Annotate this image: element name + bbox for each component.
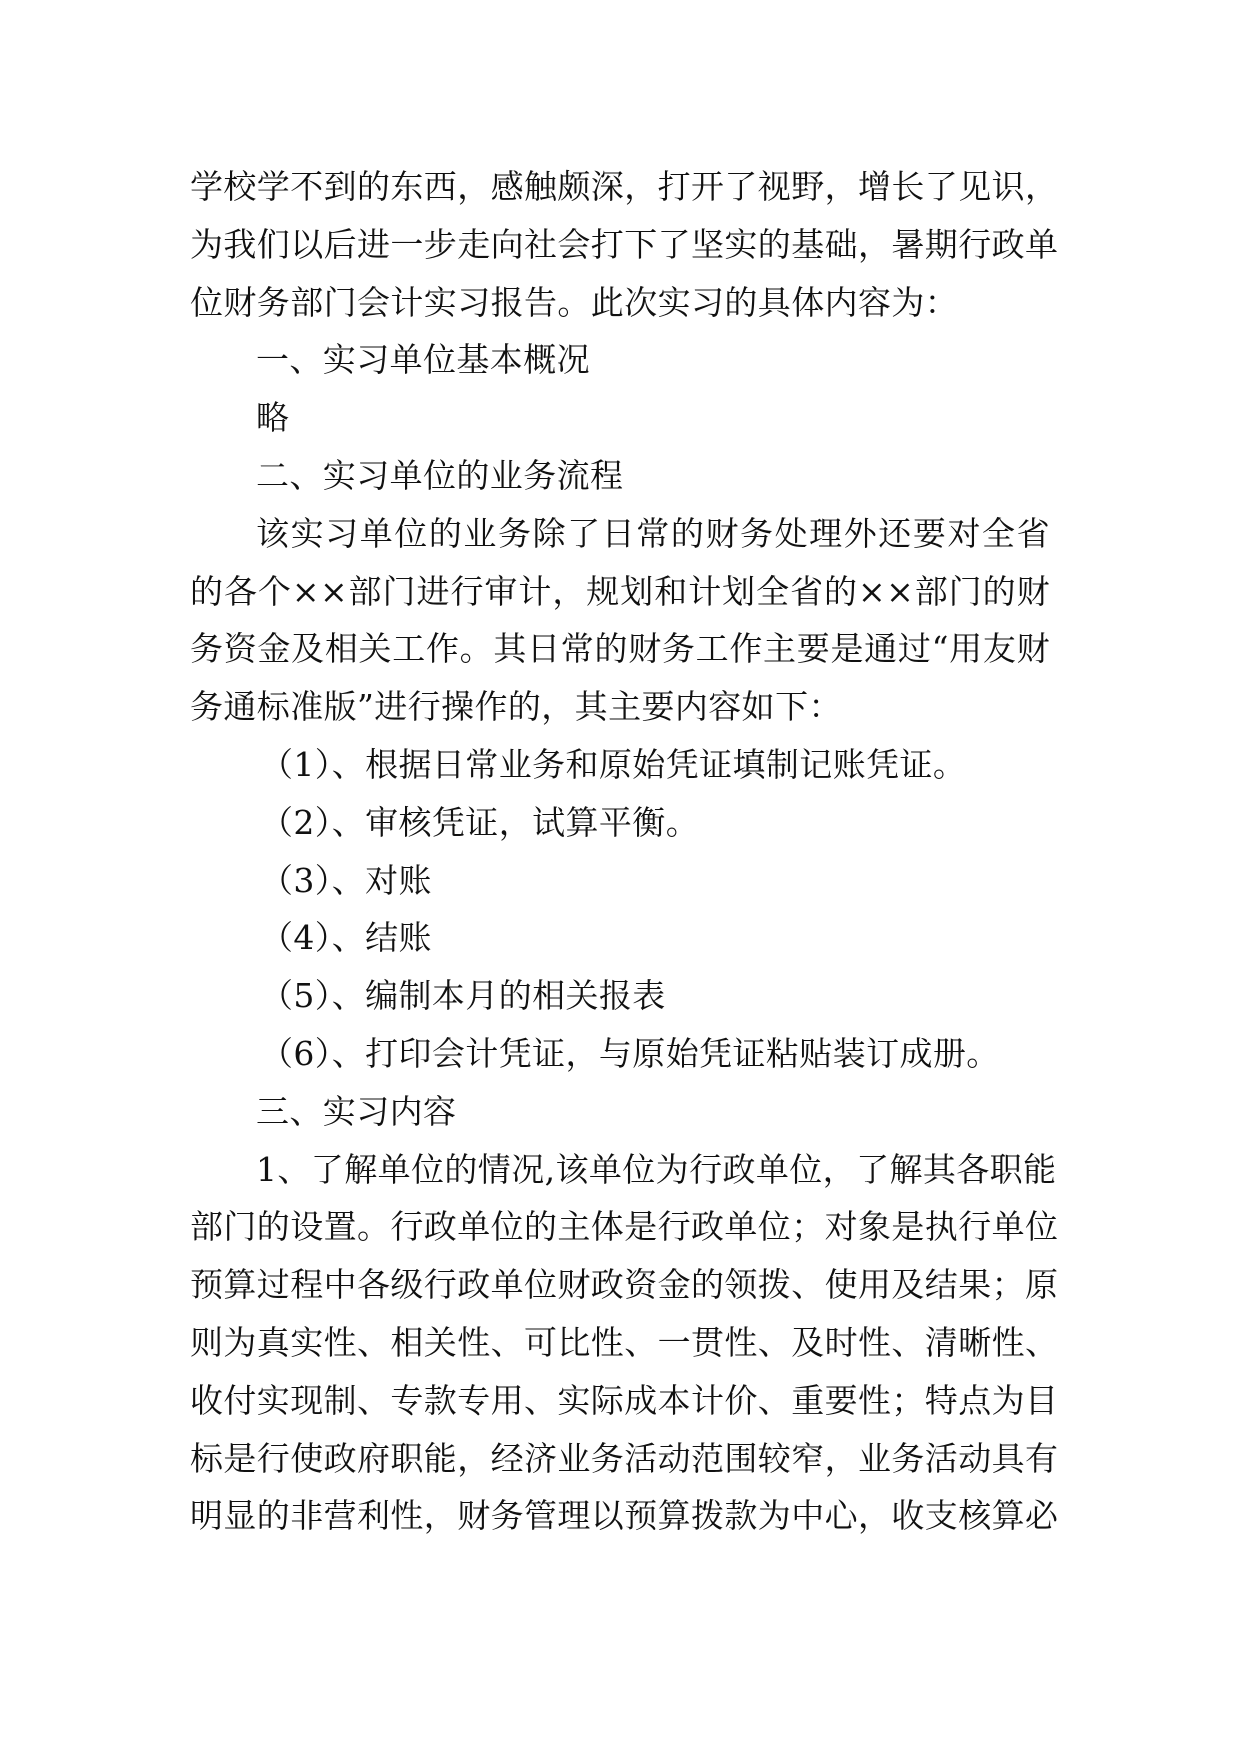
document-body	[190, 158, 1059, 1545]
list-item: （3）、对账	[260, 860, 432, 900]
paragraph-line: 为我们以后进一步走向社会打下了坚实的基础，暑期行政单	[190, 224, 1059, 264]
paragraph-line: 的各个××部门进行审计，规划和计划全省的××部门的财	[190, 571, 1050, 611]
paragraph-line: 预算过程中各级行政单位财政资金的领拨、使用及结果；原	[190, 1265, 1059, 1305]
list-item: （4）、结账	[260, 918, 432, 958]
list-item: （5）、编制本月的相关报表	[260, 976, 666, 1016]
paragraph-line: 明显的非营利性，财务管理以预算拨款为中心，收支核算必	[190, 1496, 1059, 1536]
paragraph-line: 标是行使政府职能，经济业务活动范围较窄，业务活动具有	[190, 1438, 1059, 1478]
list-item: （2）、审核凭证，试算平衡。	[260, 802, 700, 842]
section-heading: 二、实习单位的业务流程	[256, 455, 624, 495]
paragraph-line: 该实习单位的业务除了日常的财务处理外还要对全省	[256, 513, 1050, 553]
paragraph-line: 略	[256, 398, 290, 438]
paragraph-line: 收付实现制、专款专用、实际成本计价、重要性；特点为目	[190, 1380, 1059, 1420]
paragraph-line: 学校学不到的东西，感触颇深，打开了视野，增长了见识，	[190, 167, 1059, 206]
paragraph-line: 部门的设置。行政单位的主体是行政单位；对象是执行单位	[190, 1207, 1059, 1247]
paragraph-line: 位财务部门会计实习报告。此次实习的具体内容为：	[190, 282, 959, 322]
list-item: （6）、打印会计凭证，与原始凭证粘贴装订成册。	[260, 1033, 1000, 1073]
section-heading: 一、实习单位基本概况	[256, 340, 590, 380]
paragraph-line: 务通标准版”进行操作的，其主要内容如下：	[190, 687, 842, 727]
paragraph-line: 则为真实性、相关性、可比性、一贯性、及时性、清晰性、	[190, 1322, 1059, 1362]
paragraph-line: 务资金及相关工作。其日常的财务工作主要是通过“用友财	[190, 629, 1050, 669]
list-item: （1）、根据日常业务和原始凭证填制记账凭证。	[260, 744, 967, 784]
section-heading: 三、实习内容	[256, 1091, 457, 1131]
paragraph-line: 1、了解单位的情况,该单位为行政单位，了解其各职能	[256, 1149, 1057, 1189]
